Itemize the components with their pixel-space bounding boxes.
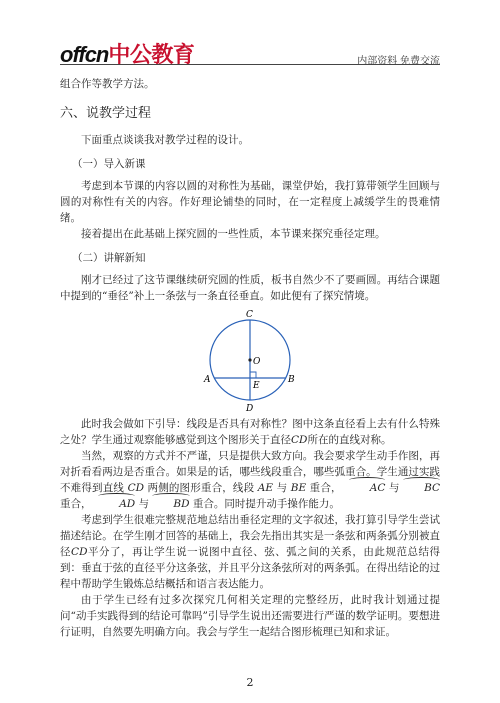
logo-en-text: offcn (60, 42, 109, 67)
paragraph-7-text-b: 平分了，再让学生说一说图中直径、弦、弧之间的关系，由此规范总结得到：垂直于弦的直径平分这条弦，并且平分这条弦所对的两条弧。在得出结论的过程中帮助学生锻炼总结概括和语言表达能力。 (60, 546, 441, 590)
label-c: C (246, 310, 253, 320)
paragraph-7 (60, 512, 440, 592)
paragraph-6-text-h: 重合。同时提升动手操作能力。 (192, 498, 340, 510)
paragraph-6 (60, 448, 440, 512)
paragraph-5-text-a: 此时我会做如下引导：线段是否具有对称性？图中这条直径看上去有什么特殊之处？学生通过观察能够感觉到这个图形关于直径 (60, 418, 440, 446)
arc-ad: AD (98, 496, 135, 512)
paragraph-5-text-b: 所在的直线对称。 (307, 434, 392, 446)
paragraph-6-text-d: 重合， (309, 482, 342, 494)
circle-figure (60, 308, 440, 414)
paragraph-1: 下面重点谈谈我对教学过程的设计。 (81, 134, 249, 146)
section-title: 六、说教学过程 (60, 106, 152, 121)
arc-ac: AC (349, 480, 386, 496)
subsection-title-1: （一）导入新课 (72, 158, 146, 170)
header-note: 内部资料 免费交流 (357, 56, 440, 67)
right-angle-mark (250, 372, 256, 378)
math-ae: AE (257, 482, 274, 494)
paragraph-6-text-a: 当然，观察的方式并不严谨，只是提供大致方向。我会要求学生动手作图，再对折看看两边是否重合。如果是的话，哪些线段重合，哪些弧重合。学生通过实践不难得到直线 (60, 450, 440, 494)
paragraph-6-text-b: 两侧的图形重合，线段 (147, 482, 255, 494)
label-o: O (253, 357, 261, 367)
logo-cn-text: 中公教育 (108, 42, 195, 67)
paragraph-6-text-f: 重合， (60, 498, 92, 510)
math-cd: CD (291, 434, 308, 446)
document-body (60, 76, 440, 640)
label-b: B (288, 375, 295, 385)
circle-diagram (195, 308, 305, 414)
paragraph-3: 接着提出在此基础上探究圆的一些性质，本节课来探究垂径定理。 (81, 228, 386, 240)
paragraph-6-text-e: 与 (388, 482, 400, 494)
header-divider (60, 64, 440, 65)
label-a: A (204, 375, 211, 385)
paragraph-8: 由于学生已经有过多次探究几何相关定理的完整经历，此时我计划通过提问“动手实践得到的结论可靠吗”引导学生说出还需要进行严谨的数学证明。要想进行证明，自然要先明确方向。我会与学生一起结合图形梳理已知和求证。 (60, 594, 440, 638)
paragraph-4: 刚才已经过了这节课继续研究圆的性质，板书自然少不了要画圆。再结合课题中提到的“垂径”补上一条弦与一条直径垂直。如此便有了探究情境。 (60, 274, 440, 302)
label-e: E (253, 381, 260, 391)
paragraph-6-text-c: 与 (276, 482, 288, 494)
paragraph-5 (60, 416, 440, 448)
page-number: 2 (246, 676, 254, 689)
center-point (248, 358, 251, 361)
math-cd: CD (127, 482, 145, 494)
paragraph-2: 考虑到本节课的内容以圆的对称性为基础，课堂伊始，我打算带领学生回顾与圆的对称性有关的内容。作好理论铺垫的同时，在一定程度上减缓学生的畏难情绪。 (60, 180, 440, 224)
paragraph-6-text-g: 与 (138, 498, 150, 510)
label-d: D (246, 404, 254, 414)
paragraph-0: 组合作等教学方法。 (60, 78, 155, 90)
math-be: BE (290, 482, 307, 494)
arc-bc: BC (403, 480, 440, 496)
paragraph-7-text-a: 考虑到学生很难完整规范地总结出垂径定理的文字叙述，我打算引导学生尝试描述结论。在学生刚才回答的基础上，我会先指出其实是一条弦和两条弧分别被直径 (60, 514, 440, 558)
subsection-title-2: （二）讲解新知 (72, 252, 146, 264)
math-cd: CD (71, 546, 88, 558)
arc-bd: BD (152, 496, 189, 512)
